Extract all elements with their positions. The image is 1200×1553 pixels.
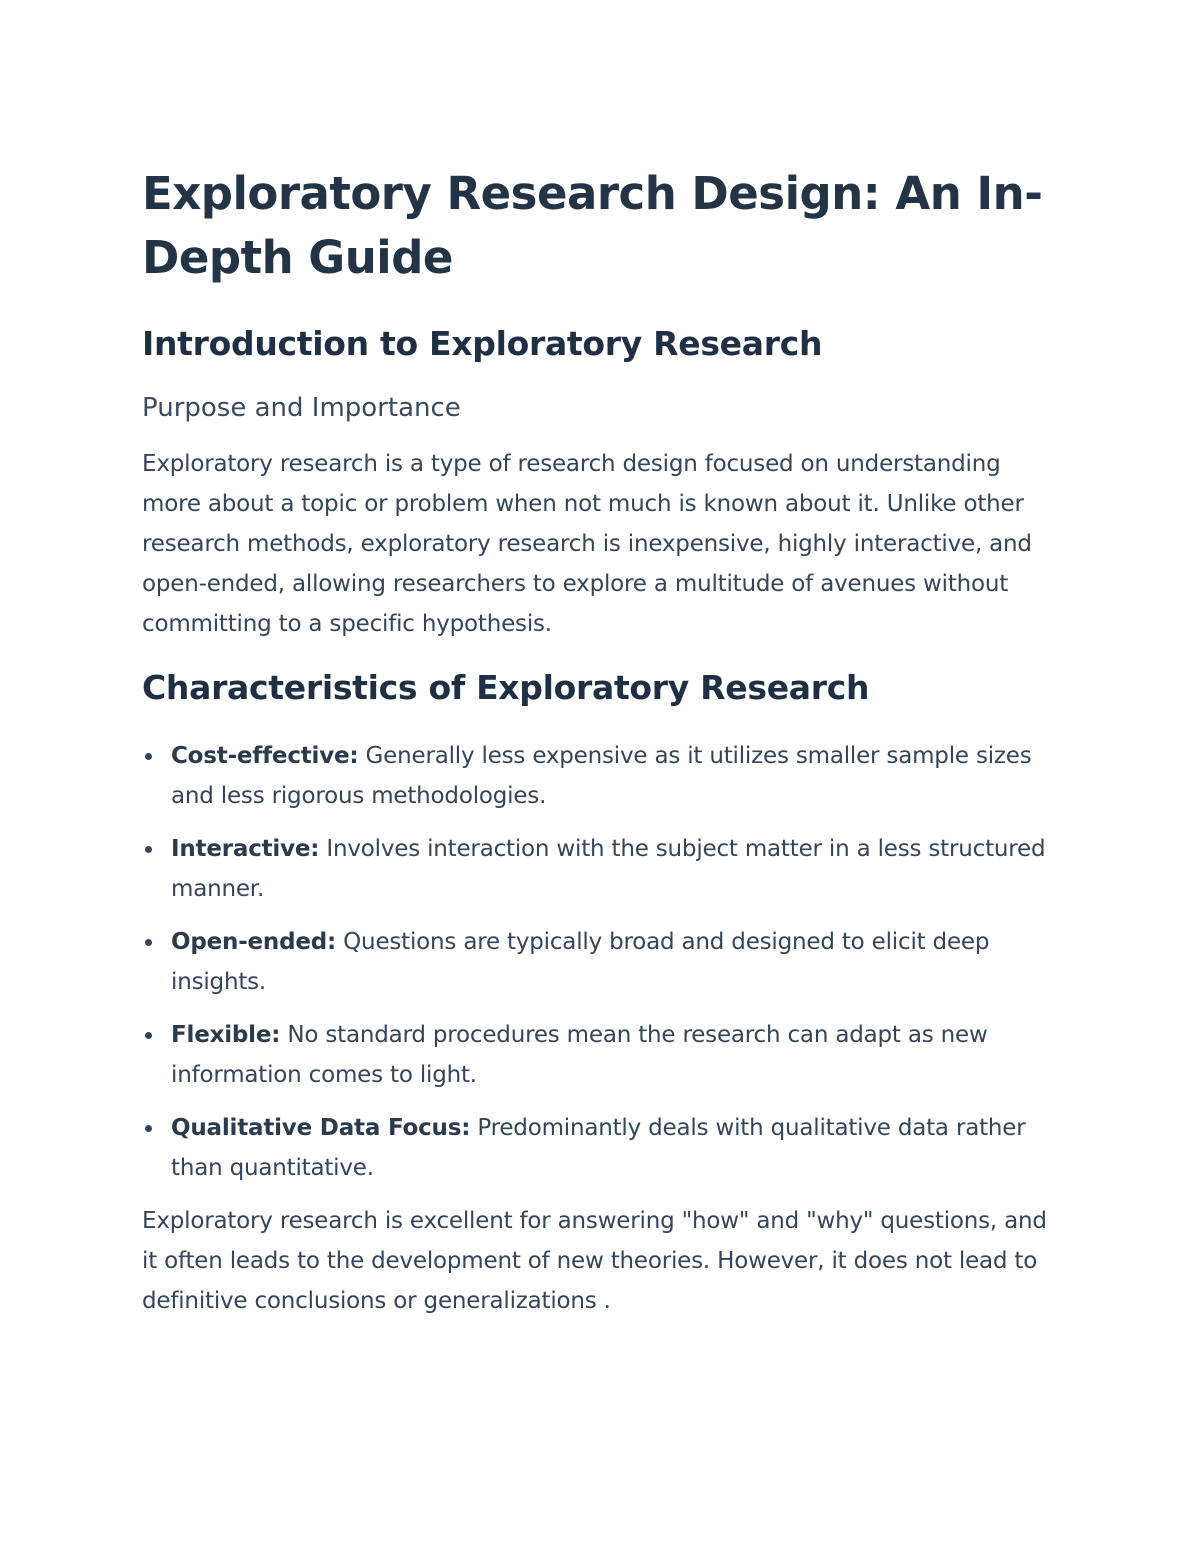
bullet-dot-icon [145,846,152,853]
bullet-dot-icon [145,939,152,946]
characteristics-list [142,736,1062,1188]
bullet-text: Involves interaction with the subject matter in a less structured manner. [171,836,1046,902]
bullet-term: Open-ended: [171,929,337,955]
bullet-term: Qualitative Data Focus: [171,1115,471,1141]
bullet-text: Questions are typically broad and designed to elicit deep insights. [171,929,990,995]
bullet-text: Predominantly deals with qualitative data rather than quantitative. [171,1115,1026,1181]
bullet-text: No standard procedures mean the research can adapt as new information comes to light. [171,1022,988,1088]
document-content [142,162,1062,1321]
section-heading-introduction: Introduction to Exploratory Research [142,324,823,363]
bullet-dot-icon [145,1032,152,1039]
bullet-dot-icon [145,1125,152,1132]
section-heading-characteristics: Characteristics of Exploratory Research [142,668,870,707]
subheading-purpose: Purpose and Importance [142,393,461,423]
bullet-term: Interactive: [171,836,320,862]
list-item [142,1015,1062,1095]
bullet-term: Flexible: [171,1022,281,1048]
intro-paragraph: Exploratory research is a type of research design focused on understanding more about a topic or problem when not much is known about it. Unlike other research methods, exploratory research is inexpensive, highly interactive, and open-ended, allowing researchers to explore a multitude of avenues without committing to a specific hypothesis. [142,451,1032,637]
list-item [142,829,1062,909]
bullet-dot-icon [145,753,152,760]
list-item [142,736,1062,816]
bullet-term: Cost-effective: [171,743,359,769]
closing-paragraph: Exploratory research is excellent for answering "how" and "why" questions, and it often leads to the development of new theories. However, it does not lead to definitive conclusions or generalizations . [142,1208,1047,1314]
bullet-text: Generally less expensive as it utilizes smaller sample sizes and less rigorous methodologies. [171,743,1032,809]
list-item [142,922,1062,1002]
list-item [142,1108,1062,1188]
document-title: Exploratory Research Design: An In-Depth Guide [142,167,1043,284]
